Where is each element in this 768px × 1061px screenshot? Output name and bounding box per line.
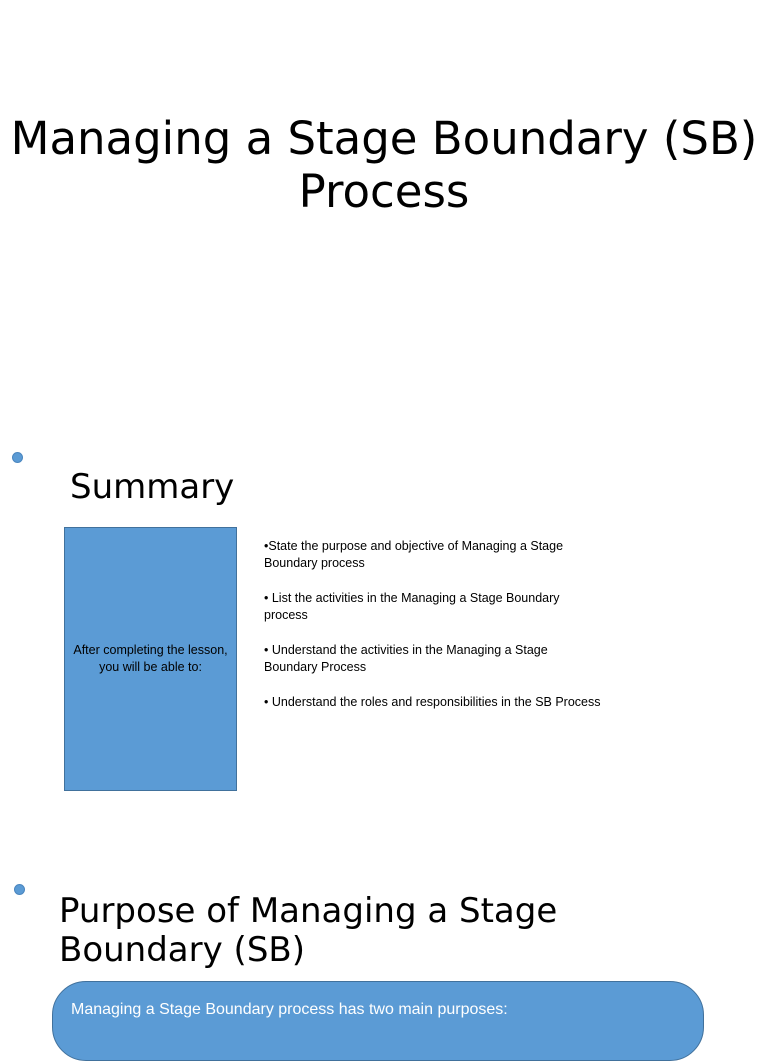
bullet-dot-icon	[12, 452, 23, 463]
objective-item: • Understand the activities in the Managing a Stage Boundary Process	[264, 643, 548, 674]
purpose-box-text: Managing a Stage Boundary process has two main purposes:	[71, 1001, 508, 1018]
summary-intro-box	[64, 527, 237, 791]
purpose-heading: Purpose of Managing a Stage Boundary (SB)	[59, 891, 558, 970]
bullet-dot-icon	[14, 884, 25, 895]
slide-title: Managing a Stage Boundary (SB) Process	[10, 112, 758, 218]
purpose-box	[52, 981, 704, 1061]
objective-item: • List the activities in the Managing a Stage Boundary process	[264, 591, 560, 622]
objective-item: • Understand the roles and responsibilities in the SB Process	[264, 695, 601, 709]
summary-intro-text: After completing the lesson, you will be able to:	[73, 643, 228, 674]
objective-item: •State the purpose and objective of Managing a Stage Boundary process	[264, 539, 564, 570]
summary-heading: Summary	[70, 467, 235, 507]
objectives-list	[264, 538, 604, 729]
